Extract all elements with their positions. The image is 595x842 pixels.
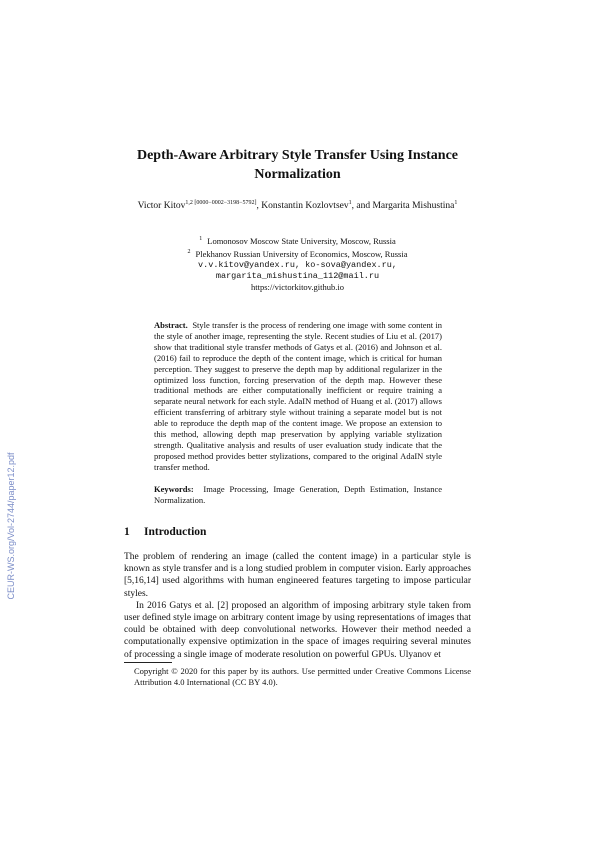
abstract xyxy=(154,320,442,473)
keywords xyxy=(154,484,442,506)
keywords-text: Image Processing, Image Generation, Depth Estimation, Instance Normalization. xyxy=(154,484,442,505)
affiliation-block xyxy=(110,234,485,293)
homepage-link[interactable]: https://victorkitov.github.io xyxy=(251,281,344,292)
abstract-label: Abstract. xyxy=(154,320,188,330)
paper-title: Depth-Aware Arbitrary Style Transfer Using Instance Normalization xyxy=(136,148,459,182)
email-line[interactable]: v.v.kitov@yandex.ru, ko-sova@yandex.ru, xyxy=(198,259,397,270)
affiliation-number: 1 xyxy=(199,236,203,242)
side-stamp[interactable]: CEUR-WS.org/Vol-2744/paper12.pdf xyxy=(6,452,16,600)
paragraph: In 2016 Gatys et al. [2] proposed an algorithm of imposing arbitrary style taken from user defined style image on arbitrary content image by using representations of images that could be obtained with deep convolutional networks. However their method needed a computationally expensive optimization in the space of images requiring several minutes of processing a single image of moderate resolution on powerful GPUs. Ulyanov et xyxy=(124,600,471,660)
email-line[interactable]: margarita_mishustina_112@mail.ru xyxy=(215,270,380,281)
abstract-text: Style transfer is the process of rendering one image with some content in the style of another image, representing the style. Recent studies of Liu et al. (2017) show that traditional style transfer methods of Gatys et al. (2016) and Johnson et al. (2016) fail to reproduce the depth of the content image, which is critical for human perception. They suggest to preserve the depth map by additional regularizer in the optimized loss function, forcing preservation of the depth map. However these traditional methods are either computationally inefficient or require training a separate neural network for each style. AdaIN method of Huang et al. (2017) allows efficient transferring of arbitrary style without training a separate model but is not able to reproduce the depth map of the content image. We propose an extension to this method, allowing depth map preservation by applying variable stylization strength. Qualitative analysis and results of user evaluation study indicate that the proposed method provides better stylizations, compared to the original AdaIN style transfer method. xyxy=(154,320,442,472)
affiliation-text: Lomonosov Moscow State University, Moscow, Russia xyxy=(207,235,396,246)
author-name: Victor Kitov xyxy=(137,201,186,212)
affiliation-number: 2 xyxy=(187,248,191,255)
section-title: Introduction xyxy=(144,526,207,538)
author-superscript: 1,2 [0000−0002−3198−5792] xyxy=(185,200,257,206)
author-superscript: 1 xyxy=(348,200,352,206)
paragraph: The problem of rendering an image (called the content image) in a particular style is known as style transfer and is a long studied problem in computer vision. Early approaches [5,16,14] used algorithms with human engineered features targeting to impose particular styles. xyxy=(124,552,471,599)
copyright-footnote: Copyright © 2020 for this paper by its authors. Use permitted under Creative Commons License Attribution 4.0 International (CC BY 4.0). xyxy=(134,666,471,687)
affiliation-text: Plekhanov Russian University of Economics, Moscow, Russia xyxy=(195,248,408,259)
footnote-divider xyxy=(124,662,172,663)
author-superscript: 1 xyxy=(454,200,458,206)
section-number: 1 xyxy=(124,526,130,538)
keywords-label: Keywords: xyxy=(154,484,194,494)
affiliation-line xyxy=(110,234,485,247)
section-heading xyxy=(124,525,424,539)
author-separator: , Konstantin Kozlovtsev xyxy=(256,201,349,212)
author-separator: , and Margarita Mishustina xyxy=(351,201,455,212)
body-text xyxy=(124,551,471,661)
author-list xyxy=(115,197,480,213)
affiliation-line xyxy=(110,247,485,260)
